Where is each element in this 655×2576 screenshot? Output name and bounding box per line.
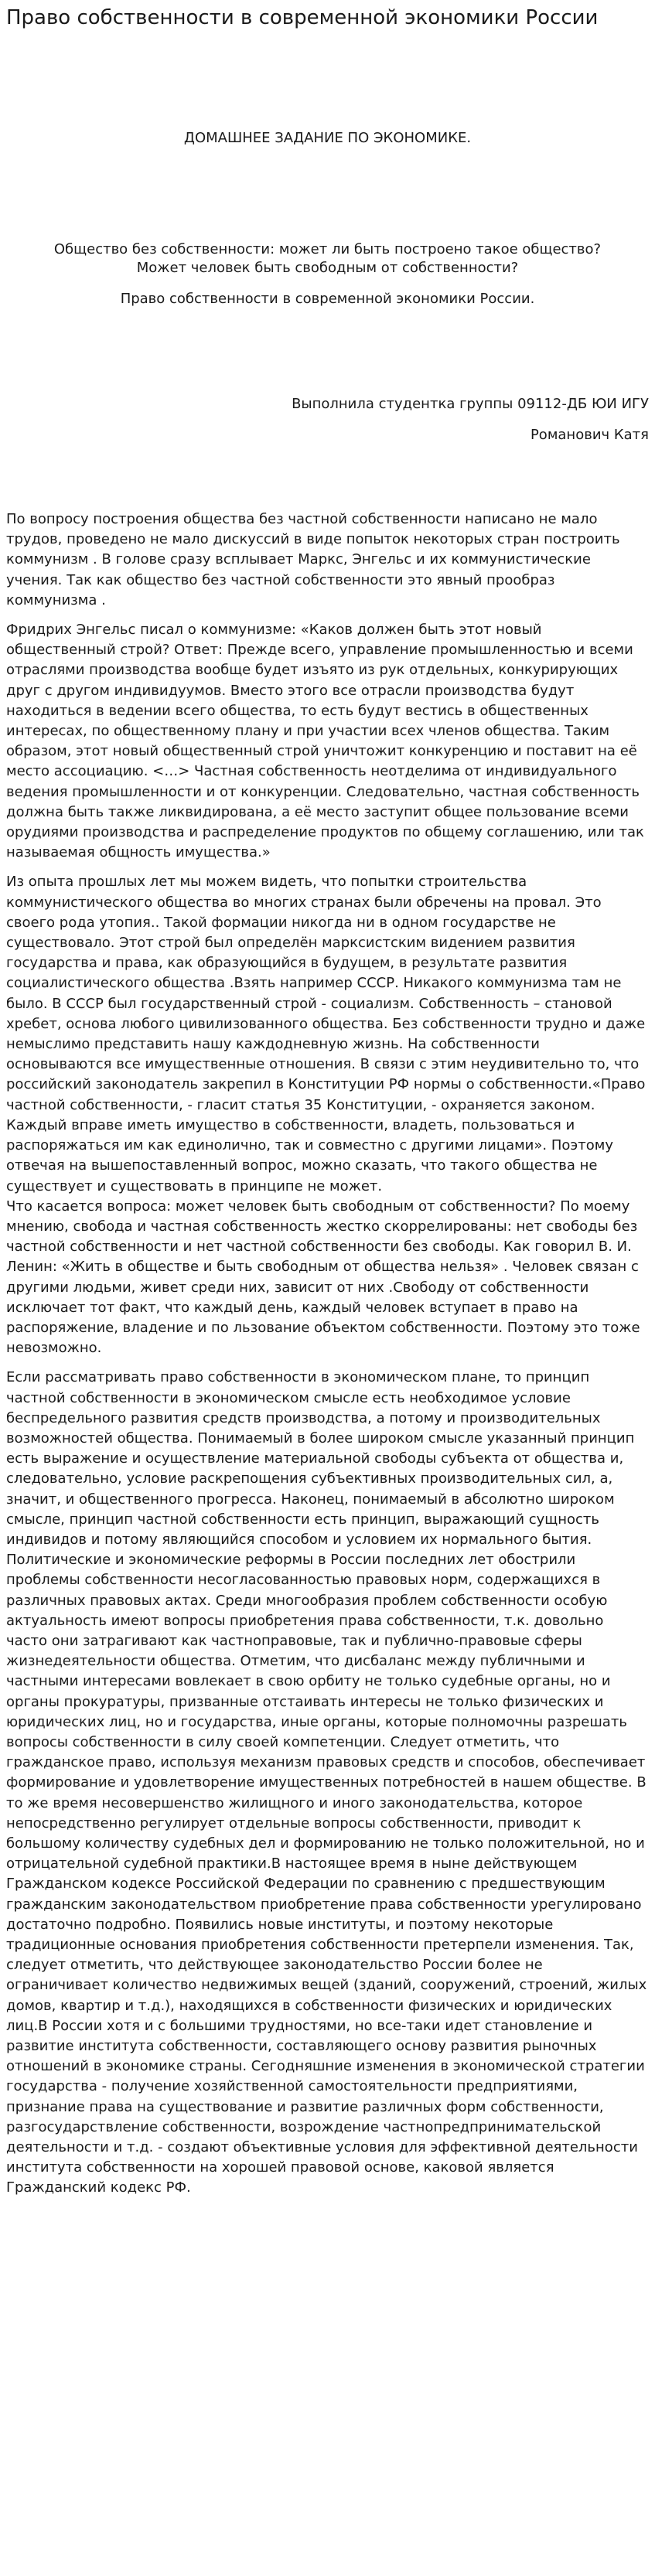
document-title: Право собственности в современной экономики России bbox=[6, 6, 599, 29]
author-name: Романович Катя bbox=[530, 427, 649, 443]
paragraph: Фридрих Энгельс писал о коммунизме: «Каков должен быть этот новый общественный строй? Ответ: Прежде всего, управление промышленностью и всеми отраслями производства вообще будет изъято из рук отдельных, конкурирующих друг с другом индивидуумов. Вместо этого все отрасли производства будут находиться в ведении всего общества, то есть будут вестись в общественных интересах, по общественному плану и при участии всех членов общества. Таким образом, этот новый общественный строй уничтожит конкуренцию и поставит на её место ассоциацию. <…> Частная собственность неотделима от индивидуального ведения промышленности и от конкуренции. Следовательно, частная собственность должна быть также ликвидирована, а её место заступит общее пользование всеми орудиями производства и распределение продуктов по общему соглашению, или так называемая общность имущества.» bbox=[6, 622, 644, 861]
question-block bbox=[6, 240, 649, 278]
homework-heading: ДОМАШНЕЕ ЗАДАНИЕ ПО ЭКОНОМИКЕ. bbox=[183, 130, 472, 146]
paragraph: Если рассматривать право собственности в экономическом плане, то принцип частной собственности в экономическом смысле есть необходимое условие беспредельного развития средств производства, а потому и производительных возможностей общества. Понимаемый в более широком смысле указанный принцип есть выражение и осуществление материальной свободы субъекта от общества и, следовательно, условие раскрепощения субъективных производительных сил, а, значит, и общественного прогресса. Наконец, понимаемый в абсолютно широком смысле, принцип частной собственности есть принцип, выражающий сущность индивидов и потому являющийся способом и условием их нормального бытия. Политические и экономические реформы в России последних лет обострили проблемы собственности несогласованностью правовых норм, содержащихся в различных правовых актах. Среди многообразия проблем собственности особую актуальность имеют вопросы приобретения права собственности, т.к. довольно часто они затрагивают как частноправовые, так и публично-правовые сферы жизнедеятельности общества. Отметим, что дисбаланс между публичными и частными интересами вовлекает в свою орбиту не только судебные органы, но и органы прокуратуры, призванные отстаивать интересы не только физических и юридических лиц, но и государства, иные органы, которые полномочны разрешать вопросы собственности в силу своей компетенции. Следует отметить, что гражданское право, используя механизм правовых средств и способов, обеспечивает формирование и удовлетворение имущественных потребностей в нашем обществе. В то же время несовершенство жилищного и иного законодательства, которое непосредственно регулирует отдельные вопросы собственности, приводит к большому количеству судебных дел и формированию не только положительной, но и отрицательной судебной практики.В настоящее время в ныне действующем Гражданском кодексе Российской Федерации по сравнению с предшествующим гражданским законодательством приобретение права собственности урегулировано достаточно подробно. Появились новые институты, и поэтому некоторые традиционные основания приобретения собственности претерпели изменения. Так, следует отметить, что действующее законодательство России более не ограничивает количество недвижимых вещей (зданий, сооружений, строений, жилых домов, квартир и т.д.), находящихся в собственности физических и юридических лиц.В России хотя и с большими трудностями, но все-таки идет становление и развитие института собственности, составляющего основу развития рыночных отношений в экономике страны. Сегодняшние изменения в экономической стратегии государства - получение хозяйственной самостоятельности предприятиями, признание права на существование и развитие различных форм собственности, разгосударствление собственности, возрождение частнопредпринимательской деятельности и т.д. - создают объективные условия для эффективной деятельности института собственности на хорошей правовой основе, каковой является Гражданский кодекс РФ. bbox=[6, 1369, 647, 2196]
author-group-line: Выполнила студентка группы 09112-ДБ ЮИ ИГУ bbox=[292, 396, 649, 412]
question-line: Общество без собственности: может ли быть построено такое общество? bbox=[53, 241, 602, 257]
topic-line: Право собственности в современной экономики России. bbox=[120, 291, 535, 307]
paragraph: Что касается вопроса: может человек быть свободным от собственности? По моему мнению, свобода и частная собственность жестко скоррелированы: нет свободы без частной собственности и нет частной собственности без свободы. Как говорил В. И. Ленин: «Жить в обществе и быть свободным от общества нельзя» . Человек связан с другими людьми, живет среди них, зависит от них .Свободу от собственности исключает тот факт, что каждый день, каждый человек вступает в право на распоряжение, владение и по льзование объектом собственности. Поэтому это тоже невозможно. bbox=[6, 1198, 640, 1357]
question-line: Может человек быть свободным от собственности? bbox=[136, 260, 519, 276]
paragraph: По вопросу построения общества без частной собственности написано не мало трудов, проведено не мало дискуссий в виде попыток некоторых стран построить коммунизм . В голове сразу всплывает Маркс, Энгельс и их коммунистические учения. Так как общество без частной собственности это явный прообраз коммунизма . bbox=[6, 511, 620, 608]
essay-body bbox=[6, 509, 649, 2199]
paragraph: Из опыта прошлых лет мы можем видеть, что попытки строительства коммунистического общества во многих странах были обречены на провал. Это своего рода утопия.. Такой формации никогда ни в одном государстве не существовало. Этот строй был определён марксистским видением развития государства и права, как образующийся в будущем, в результате развития социалистического общества .Взять например СССР. Никакого коммунизма там не было. В СССР был государственный строй - социализм. Собственность – становой хребет, основа любого цивилизованного общества. Без собственности трудно и даже немыслимо представить нашу каждодневную жизнь. На собственности основываются все имущественные отношения. В связи с этим неудивительно то, что российский законодатель закрепил в Конституции РФ нормы о собственности.«Право частной собственности, - гласит статья 35 Конституции, - охраняется законом. Каждый вправе иметь имущество в собственности, владеть, пользоваться и распоряжаться им как единолично, так и совместно с другими лицами». Поэтому отвечая на вышепоставленный вопрос, можно сказать, что такого общества не существует и существовать в принципе не может. bbox=[6, 874, 646, 1194]
